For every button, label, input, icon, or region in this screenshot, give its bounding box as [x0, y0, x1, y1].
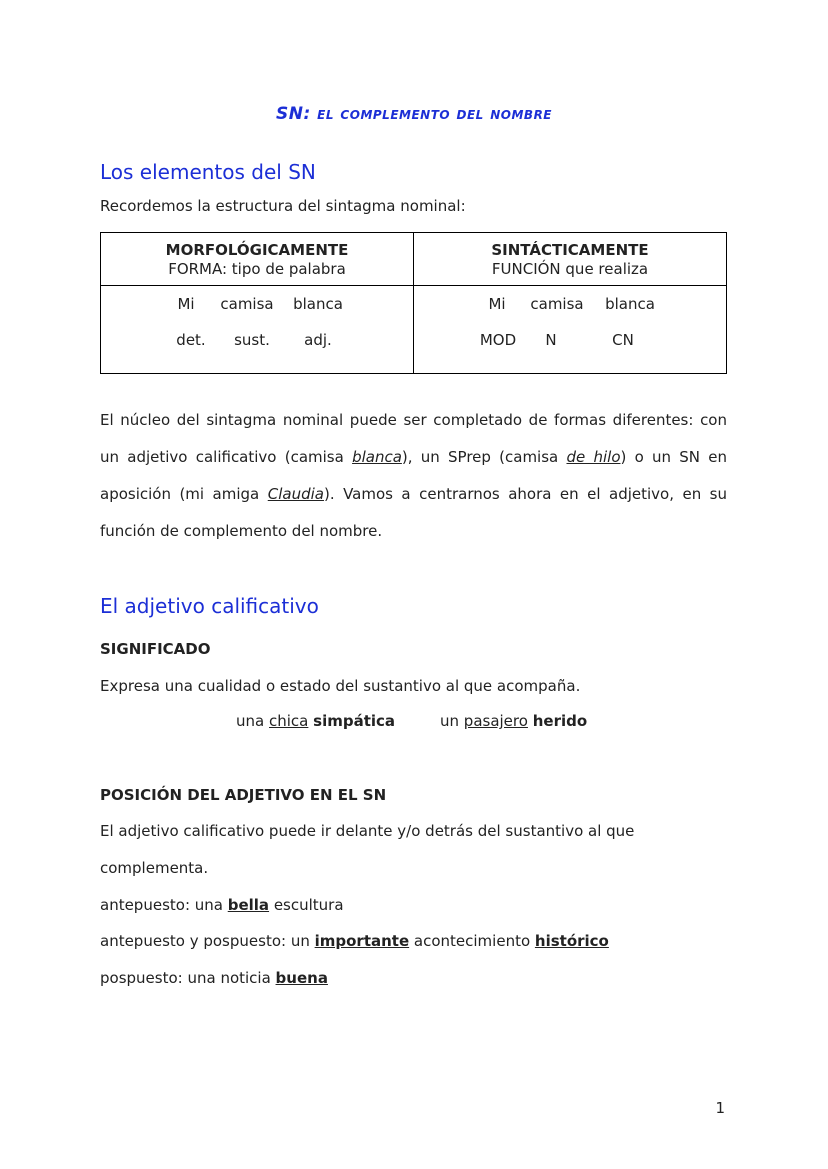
paragraph-line: aposición (mi amiga Claudia). Vamos a centrarnos ahora en el adjetivo, en su	[100, 485, 728, 503]
significado-text: Expresa una cualidad o estado del sustantivo al que acompaña.	[100, 677, 581, 695]
ante-pos-line: antepuesto y pospuesto: un importante acontecimiento histórico	[100, 932, 609, 950]
word: camisa	[220, 295, 274, 313]
morfologico-body	[101, 286, 414, 374]
morfologico-subtitle: FORMA: tipo de palabra	[168, 260, 346, 278]
posicion-text-1: El adjetivo calificativo puede ir delante y/o detrás del sustantivo al que	[100, 822, 635, 840]
adj-importante: importante	[314, 932, 410, 950]
example-chica: una chica simpática	[236, 712, 396, 730]
word: blanca	[293, 295, 343, 313]
word: camisa	[530, 295, 584, 313]
antepuesto-line: antepuesto: una bella escultura	[100, 896, 344, 914]
word: Mi	[488, 295, 506, 313]
nucleo-paragraph	[100, 402, 727, 550]
word: blanca	[605, 295, 655, 313]
posicion-text-2: complementa.	[100, 859, 209, 877]
adj-bella: bella	[227, 896, 270, 914]
word: Mi	[177, 295, 195, 313]
example-blanca: blanca	[352, 448, 402, 466]
sintactico-title: SINTÁCTICAMENTE	[491, 241, 649, 259]
tag: MOD	[479, 331, 517, 349]
section-heading-elementos: Los elementos del SN	[100, 160, 316, 184]
morfologico-title: MORFOLÓGICAMENTE	[165, 241, 349, 259]
page-title: SN: el complemento del nombre	[275, 104, 553, 124]
significado-heading: SIGNIFICADO	[100, 640, 211, 658]
page-number: 1	[715, 1099, 725, 1117]
intro-text: Recordemos la estructura del sintagma nominal:	[100, 197, 466, 215]
tag: sust.	[234, 331, 270, 349]
sintactico-body	[414, 286, 727, 374]
example-claudia: Claudia	[267, 485, 324, 503]
example-pasajero: un pasajero herido	[440, 712, 588, 730]
adj-historico: histórico	[534, 932, 609, 950]
structure-table	[100, 232, 727, 374]
header-sintactico	[414, 233, 727, 286]
tag: det.	[176, 331, 206, 349]
header-morfologico	[101, 233, 414, 286]
paragraph-line: un adjetivo calificativo (camisa blanca), un SPrep (camisa de hilo) o un SN en	[100, 448, 728, 466]
sintactico-subtitle: FUNCIÓN que realiza	[491, 260, 649, 278]
example-de-hilo: de hilo	[566, 448, 621, 466]
pospuesto-line: pospuesto: una noticia buena	[100, 969, 328, 987]
paragraph-line: El núcleo del sintagma nominal puede ser completado de formas diferentes: con	[100, 411, 727, 429]
tag: N	[545, 331, 557, 349]
paragraph-line: función de complemento del nombre.	[100, 522, 383, 540]
tag: CN	[612, 331, 634, 349]
adj-buena: buena	[275, 969, 328, 987]
tag: adj.	[304, 331, 332, 349]
posicion-heading: POSICIÓN DEL ADJETIVO EN EL SN	[100, 786, 387, 804]
section-heading-adjetivo: El adjetivo calificativo	[100, 594, 319, 618]
